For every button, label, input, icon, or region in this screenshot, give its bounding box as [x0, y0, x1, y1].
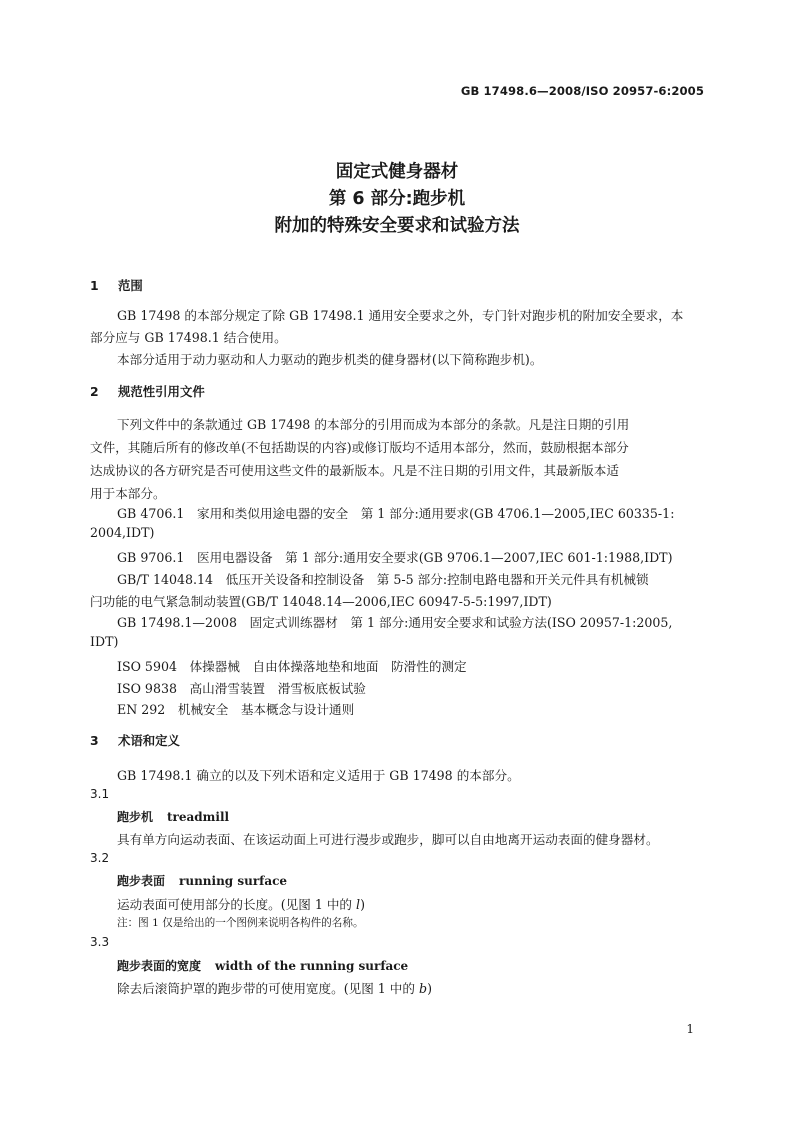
term-definition-text: 运动表面可使用部分的长度。(见图 1 中的 — [117, 897, 357, 912]
section-1-heading — [90, 276, 143, 294]
term-definition: 具有单方向运动表面、在该运动面上可进行漫步或跑步，脚可以自由地离开运动表面的健身器材。 — [117, 832, 659, 847]
reference-item: EN 292 机械安全 基本概念与设计通则 — [117, 702, 355, 717]
note-text: 注：图 1 仅是给出的一个图例来说明各构件的名称。 — [117, 917, 364, 929]
term-chinese: 跑步表面 — [117, 874, 166, 888]
paragraph-line: 文件，其随后所有的修改单(不包括勘误的内容)或修订版均不适用本部分，然而，鼓励根据本部分 — [90, 440, 629, 455]
document-title-line3: 附加的特殊安全要求和试验方法 — [274, 216, 520, 236]
reference-item-continued: IDT) — [90, 634, 119, 649]
section-number: 1 — [90, 278, 99, 293]
reference-item-continued: 闩功能的电气紧急制动装置(GB/T 14048.14—2006,IEC 60947-5-5:1997,IDT) — [90, 594, 552, 609]
term-heading — [117, 808, 229, 825]
paragraph-line: 下列文件中的条款通过 GB 17498 的本部分的引用而成为本部分的条款。凡是注日期的引用 — [117, 417, 630, 432]
term-number: 3.3 — [90, 935, 110, 949]
term-definition-text: 除去后滚筒护罩的跑步带的可使用宽度。(见图 1 中的 — [117, 981, 419, 996]
term-definition-close: ) — [360, 897, 365, 912]
section-2-heading — [90, 382, 205, 400]
section-number: 2 — [90, 384, 99, 399]
term-chinese: 跑步表面的宽度 — [117, 959, 202, 973]
section-title: 规范性引用文件 — [118, 384, 205, 399]
variable-symbol: b — [419, 981, 428, 996]
term-definition-close: ) — [427, 981, 432, 996]
reference-item: GB/T 14048.14 低压开关设备和控制设备 第 5-5 部分:控制电路电器和开关元件具有机械锁 — [117, 572, 649, 587]
term-definition — [117, 894, 365, 913]
term-chinese: 跑步机 — [117, 810, 154, 824]
reference-item-continued: 2004,IDT) — [90, 525, 155, 540]
variable-symbol: l — [356, 897, 361, 912]
paragraph-line: 部分应与 GB 17498.1 结合使用。 — [90, 330, 287, 345]
term-heading — [117, 872, 287, 889]
paragraph-line: 达成协议的各方研究是否可使用这些文件的最新版本。凡是不注日期的引用文件，其最新版本适 — [90, 463, 619, 478]
paragraph-line: GB 17498.1 确立的以及下列术语和定义适用于 GB 17498 的本部分。 — [117, 768, 520, 783]
reference-item: ISO 9838 高山滑雪装置 滑雪板底板试验 — [117, 681, 366, 696]
paragraph-line: 本部分适用于动力驱动和人力驱动的跑步机类的健身器材(以下简称跑步机)。 — [117, 352, 543, 367]
term-english: treadmill — [167, 810, 230, 824]
page-number: 1 — [686, 1022, 694, 1036]
term-definition — [117, 978, 432, 997]
reference-item: ISO 5904 体操器械 自由体操落地垫和地面 防滑性的测定 — [117, 659, 467, 674]
term-heading — [117, 957, 408, 974]
term-english: running surface — [179, 874, 288, 888]
term-english: width of the running surface — [215, 959, 409, 973]
section-title: 范围 — [118, 278, 143, 293]
document-title-line1: 固定式健身器材 — [335, 162, 459, 182]
section-number: 3 — [90, 733, 99, 748]
term-number: 3.2 — [90, 851, 110, 865]
document-title-line2: 第 6 部分:跑步机 — [328, 189, 466, 209]
standard-code-header: GB 17498.6—2008/ISO 20957-6:2005 — [460, 84, 704, 98]
section-title: 术语和定义 — [118, 733, 180, 748]
term-number: 3.1 — [90, 787, 110, 801]
reference-item: GB 4706.1 家用和类似用途电器的安全 第 1 部分:通用要求(GB 4706.1—2005,IEC 60335-1: — [117, 506, 675, 521]
section-3-heading — [90, 731, 180, 749]
reference-item: GB 17498.1—2008 固定式训练器材 第 1 部分:通用安全要求和试验方法(ISO 20957-1:2005, — [117, 615, 673, 630]
reference-item: GB 9706.1 医用电器设备 第 1 部分:通用安全要求(GB 9706.1—2007,IEC 601-1:1988,IDT) — [117, 550, 673, 565]
paragraph-line: GB 17498 的本部分规定了除 GB 17498.1 通用安全要求之外，专门针对跑步机的附加安全要求，本 — [117, 308, 684, 323]
paragraph-line: 用于本部分。 — [90, 486, 166, 501]
